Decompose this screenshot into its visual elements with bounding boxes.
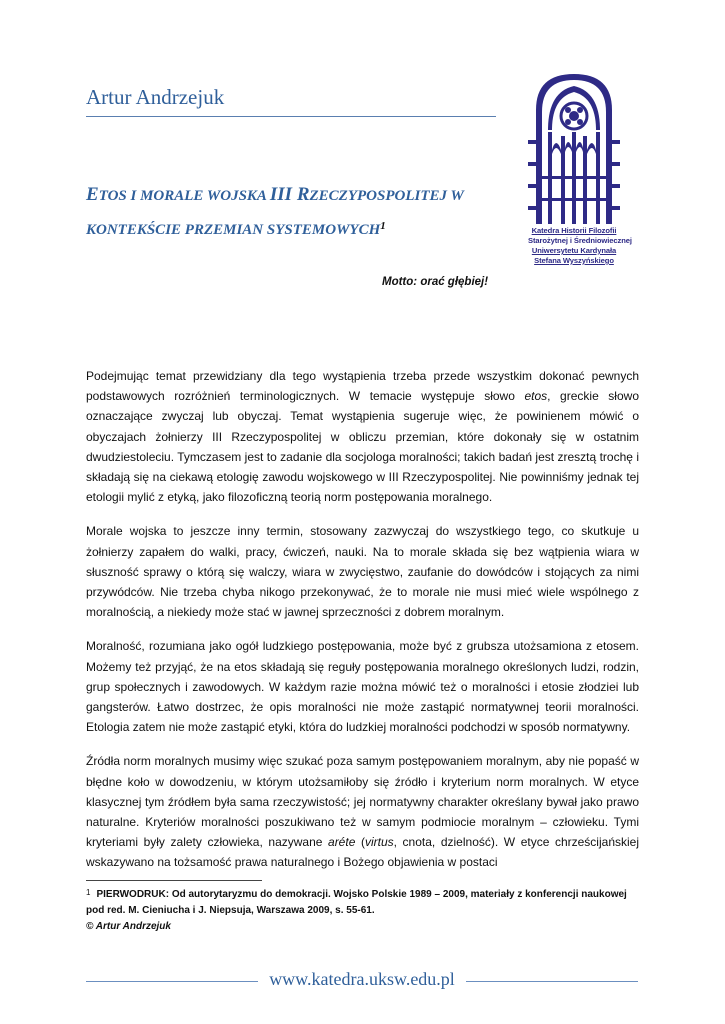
footnote-number: 1 <box>86 888 91 897</box>
logo-line: Stefana Wyszyńskiego <box>534 256 614 265</box>
paragraph: Źródła norm moralnych musimy więc szukać poza samym postępowaniem moralnym, aby nie popaść w błędne koło w dowodzeniu, w którym utożsamiłoby się źródło i kryterium norm moralnych. W etyce klasycznej tym źródłem była sama rzeczywistość; jej normatywny charakter określany bywał jako prawo naturalne. Kryteriów moralności poszukiwano też w samym podmiocie moralnym – człowieku. Tymi kryteriami były zalety człowieka, nazywane aréte (virtus, cnota, dzielność). W etyce chrześcijańskiej wskazywano na tożsamość prawa naturalnego i Bożego objawienia w postaci <box>86 754 639 870</box>
author-name: Artur Andrzejuk <box>86 85 225 109</box>
footnote <box>86 887 646 935</box>
footer-rule-right <box>466 981 638 982</box>
logo-line: Uniwersytetu Kardynała <box>531 246 617 255</box>
author-underline <box>86 116 496 117</box>
department-logo <box>528 70 632 275</box>
footer-url-link[interactable]: www.katedra.uksw.edu.pl <box>269 969 455 989</box>
logo-line: Katedra Historii Filozofii <box>531 226 617 235</box>
copyright-note: © Artur Andrzejuk <box>86 921 171 932</box>
article-body <box>86 366 639 887</box>
article-title: ETOS I MORALE WOJSKA III RZECZYPOSPOLITEJ W KONTEKŚCIE PRZEMIAN SYSTEMOWYCH$^1$ <box>86 184 464 238</box>
cathedral-window-icon <box>528 70 620 224</box>
footer-rule-left <box>86 981 258 982</box>
paragraph: Morale wojska to jeszcze inny termin, stosowany zazwyczaj do wszystkiego tego, co skutkuje u żołnierzy zapałem do walki, pracy, ćwiczeń, nauki. Na to morale składa się bez wątpienia wiara w słuszność sprawy o którą się walczy, wiara w zwycięstwo, zaufanie do dowódców i stojących za nimi przywódców. Nie trzeba chyba nikogo przekonywać, że to morale nie musi mieć wiele wspólnego z moralnością, a niekiedy może stać w jawnej sprzeczności z dobrem moralnym. <box>86 524 639 620</box>
footnote-text: PIERWODRUK: Od autorytaryzmu do demokracji. Wojsko Polskie 1989 – 2009, materiały z konferencji naukowej pod red. M. Cieniucha i J. Niepsuja, Warszawa 2009, s. 55-61. <box>86 889 627 916</box>
logo-caption <box>528 226 632 266</box>
logo-line: Starożytnej i Średniowiecznej <box>528 236 632 245</box>
footnote-separator <box>86 880 262 881</box>
paragraph: Moralność, rozumiana jako ogół ludzkiego postępowania, może być z grubsza utożsamiona z etosem. Możemy też przyjąć, że na etos składają się reguły postępowania moralnego określonych ludzi, rodzin, grup społecznych i zawodowych. W każdym razie można mówić też o moralności i etosie złodziei lub gangsterów. Łatwo dostrzec, że opis moralności nie może zastąpić normatywnej teorii moralności. Etologia zatem nie może zastąpić etyki, która do ludzkiej moralności podchodzi w sposób normatywny. <box>86 639 639 735</box>
paragraph: Podejmując temat przewidziany dla tego wystąpienia trzeba przede wszystkim dokonać pewnych podstawowych rozróżnień terminologicznych. W temacie występuje słowo etos, greckie słowo oznaczające zwyczaj lub obyczaj. Temat wystąpienia sugeruje więc, że powinienem mówić o obyczajach żołnierzy III Rzeczypospolitej w obliczu przemian, które dokonały się w ostatnim dwudziestoleciu. Tymczasem jest to zadanie dla socjologa moralności; takich badań jest zresztą trochę i składają się na ciekawą etologię zawodu wojskowego w III Rzeczypospolitej. Nie powinniśmy jednak tej etologii mylić z etyką, jako filozoficzną teorią norm postępowania moralnego. <box>86 369 639 505</box>
motto: Motto: orać głębiej! <box>382 276 489 288</box>
footnote-reference[interactable]: 1 <box>380 220 386 232</box>
